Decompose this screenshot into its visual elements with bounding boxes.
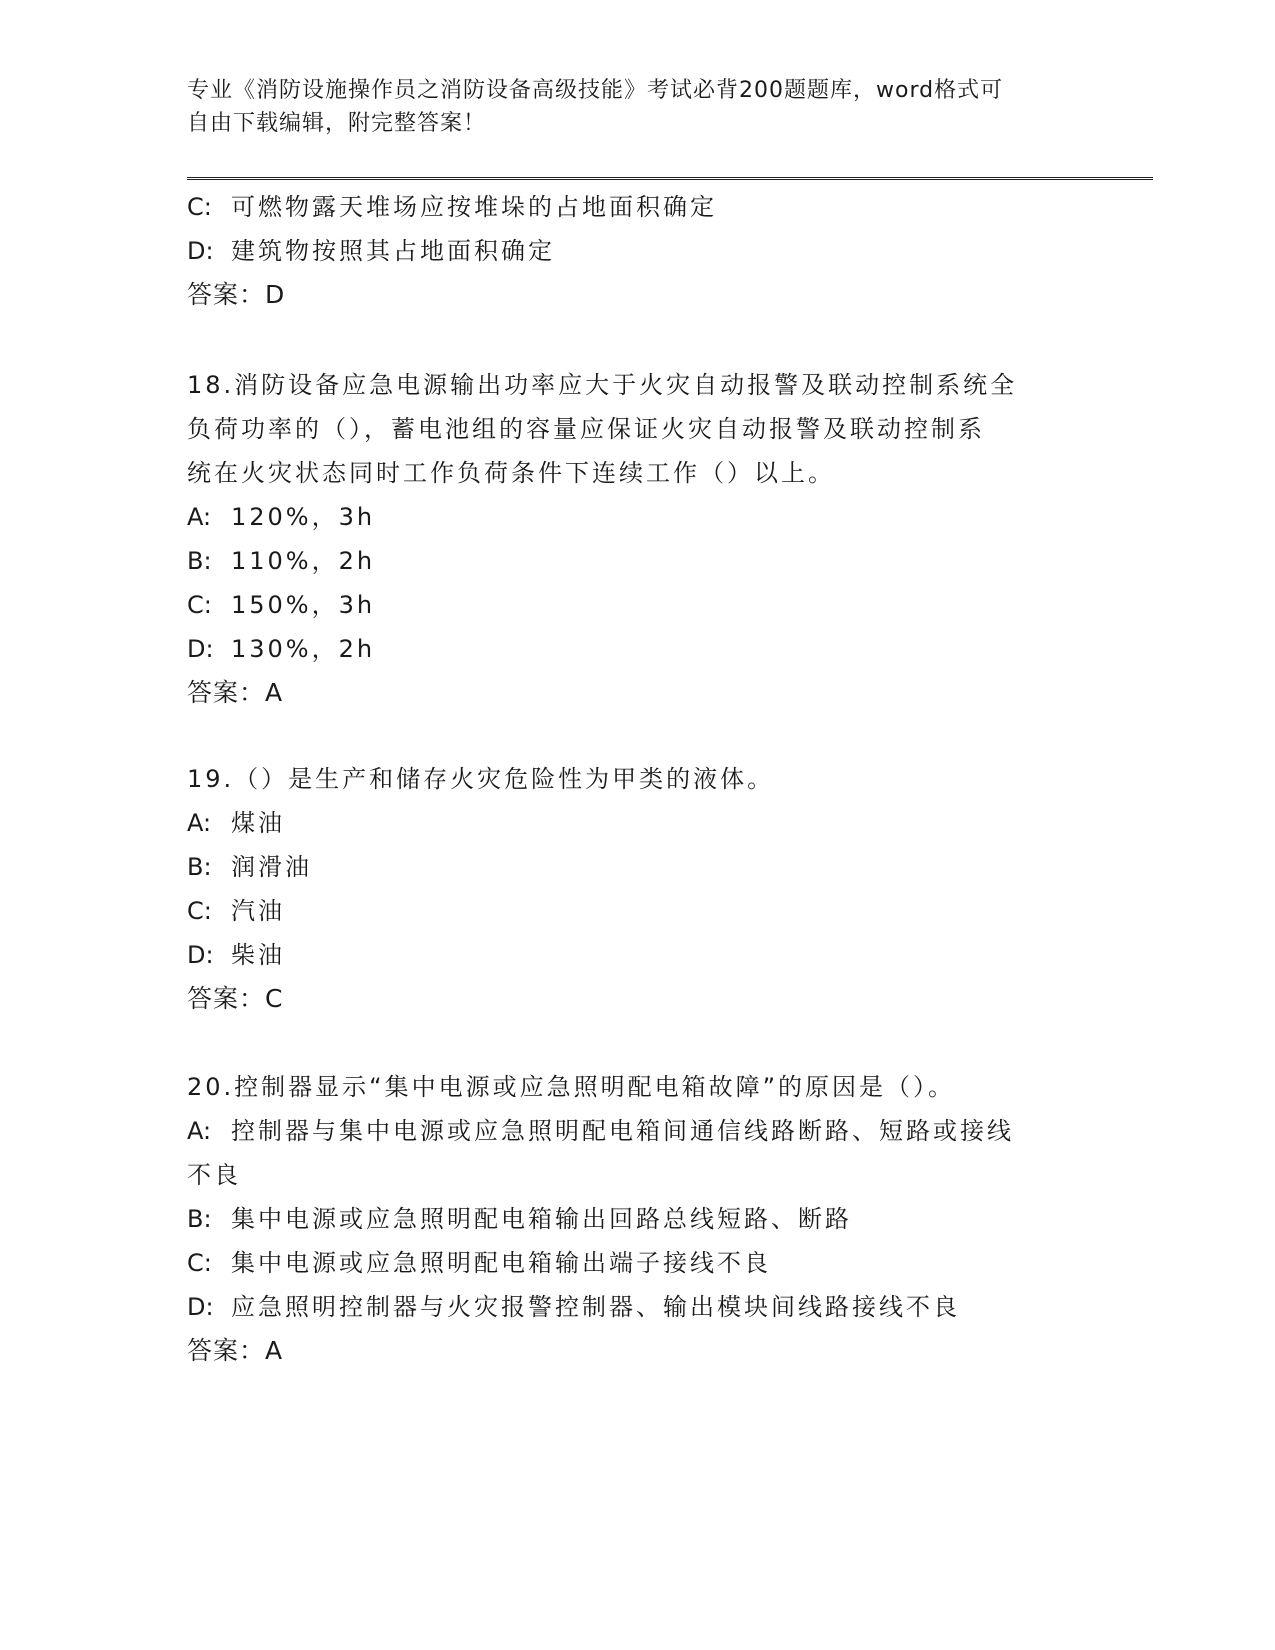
q19-option-a	[187, 808, 285, 838]
prev-answer: 答案：D	[187, 280, 286, 309]
option-text: 集中电源或应急照明配电箱输出回路总线短路、断路	[231, 1205, 852, 1233]
option-text: 应急照明控制器与火灾报警控制器、输出模块间线路接线不良	[231, 1293, 960, 1321]
option-text: 110%，2h	[231, 547, 376, 575]
q20-answer: 答案：A	[187, 1336, 284, 1365]
option-text: 130%，2h	[231, 635, 376, 663]
q19-option-b	[187, 852, 312, 882]
q18-stem-line-3: 统在火灾状态同时工作负荷条件下连续工作（）以上。	[187, 459, 835, 487]
option-letter: B:	[187, 547, 212, 575]
option-letter: C:	[187, 897, 212, 925]
q19-option-c	[187, 896, 285, 926]
header-divider	[187, 177, 1153, 180]
option-letter: D:	[187, 635, 214, 663]
option-text: 建筑物按照其占地面积确定	[231, 237, 555, 265]
q20-option-d	[187, 1292, 960, 1322]
option-text: 润滑油	[231, 853, 312, 881]
q19-stem-line-1: 19.（）是生产和储存火灾危险性为甲类的液体。	[187, 765, 775, 793]
header-line-2: 自由下载编辑，附完整答案！	[187, 111, 487, 136]
document-header	[187, 74, 1087, 140]
prev-option-c	[187, 192, 717, 222]
option-text: 控制器与集中电源或应急照明配电箱间通信线路断路、短路或接线	[231, 1117, 1014, 1145]
q18-stem-line-1: 18.消防设备应急电源输出功率应大于火灾自动报警及联动控制系统全	[187, 371, 1018, 399]
option-text: 可燃物露天堆场应按堆垛的占地面积确定	[231, 193, 717, 221]
option-letter: A:	[187, 1117, 212, 1145]
option-text: 汽油	[231, 897, 285, 925]
q18-option-c	[187, 590, 375, 620]
q20-option-b	[187, 1204, 852, 1234]
q18-option-a	[187, 502, 375, 532]
header-line-1: 专业《消防设施操作员之消防设备高级技能》考试必背200题题库，word格式可	[187, 78, 1004, 103]
q19-answer: 答案：C	[187, 984, 284, 1013]
option-letter: C:	[187, 1249, 212, 1277]
option-text: 150%，3h	[231, 591, 376, 619]
q20-stem-line-1: 20.控制器显示“集中电源或应急照明配电箱故障”的原因是（）。	[187, 1073, 956, 1101]
option-text: 柴油	[231, 941, 285, 969]
option-letter: A:	[187, 809, 212, 837]
option-text: 集中电源或应急照明配电箱输出端子接线不良	[231, 1249, 771, 1277]
q18-option-b	[187, 546, 375, 576]
q20-option-c	[187, 1248, 771, 1278]
option-letter: D:	[187, 1293, 214, 1321]
prev-option-d	[187, 236, 555, 266]
q20-option-a-continued: 不良	[187, 1161, 241, 1189]
option-letter: D:	[187, 941, 214, 969]
option-letter: C:	[187, 591, 212, 619]
option-letter: A:	[187, 503, 212, 531]
option-letter: B:	[187, 1205, 212, 1233]
option-letter: B:	[187, 853, 212, 881]
q18-stem-line-2: 负荷功率的（），蓄电池组的容量应保证火灾自动报警及联动控制系	[187, 415, 985, 443]
q19-option-d	[187, 940, 285, 970]
q20-option-a	[187, 1116, 1014, 1146]
q18-answer: 答案：A	[187, 678, 284, 707]
option-letter: C:	[187, 193, 212, 221]
q18-option-d	[187, 634, 375, 664]
option-letter: D:	[187, 237, 214, 265]
option-text: 煤油	[231, 809, 285, 837]
option-text: 120%，3h	[231, 503, 376, 531]
